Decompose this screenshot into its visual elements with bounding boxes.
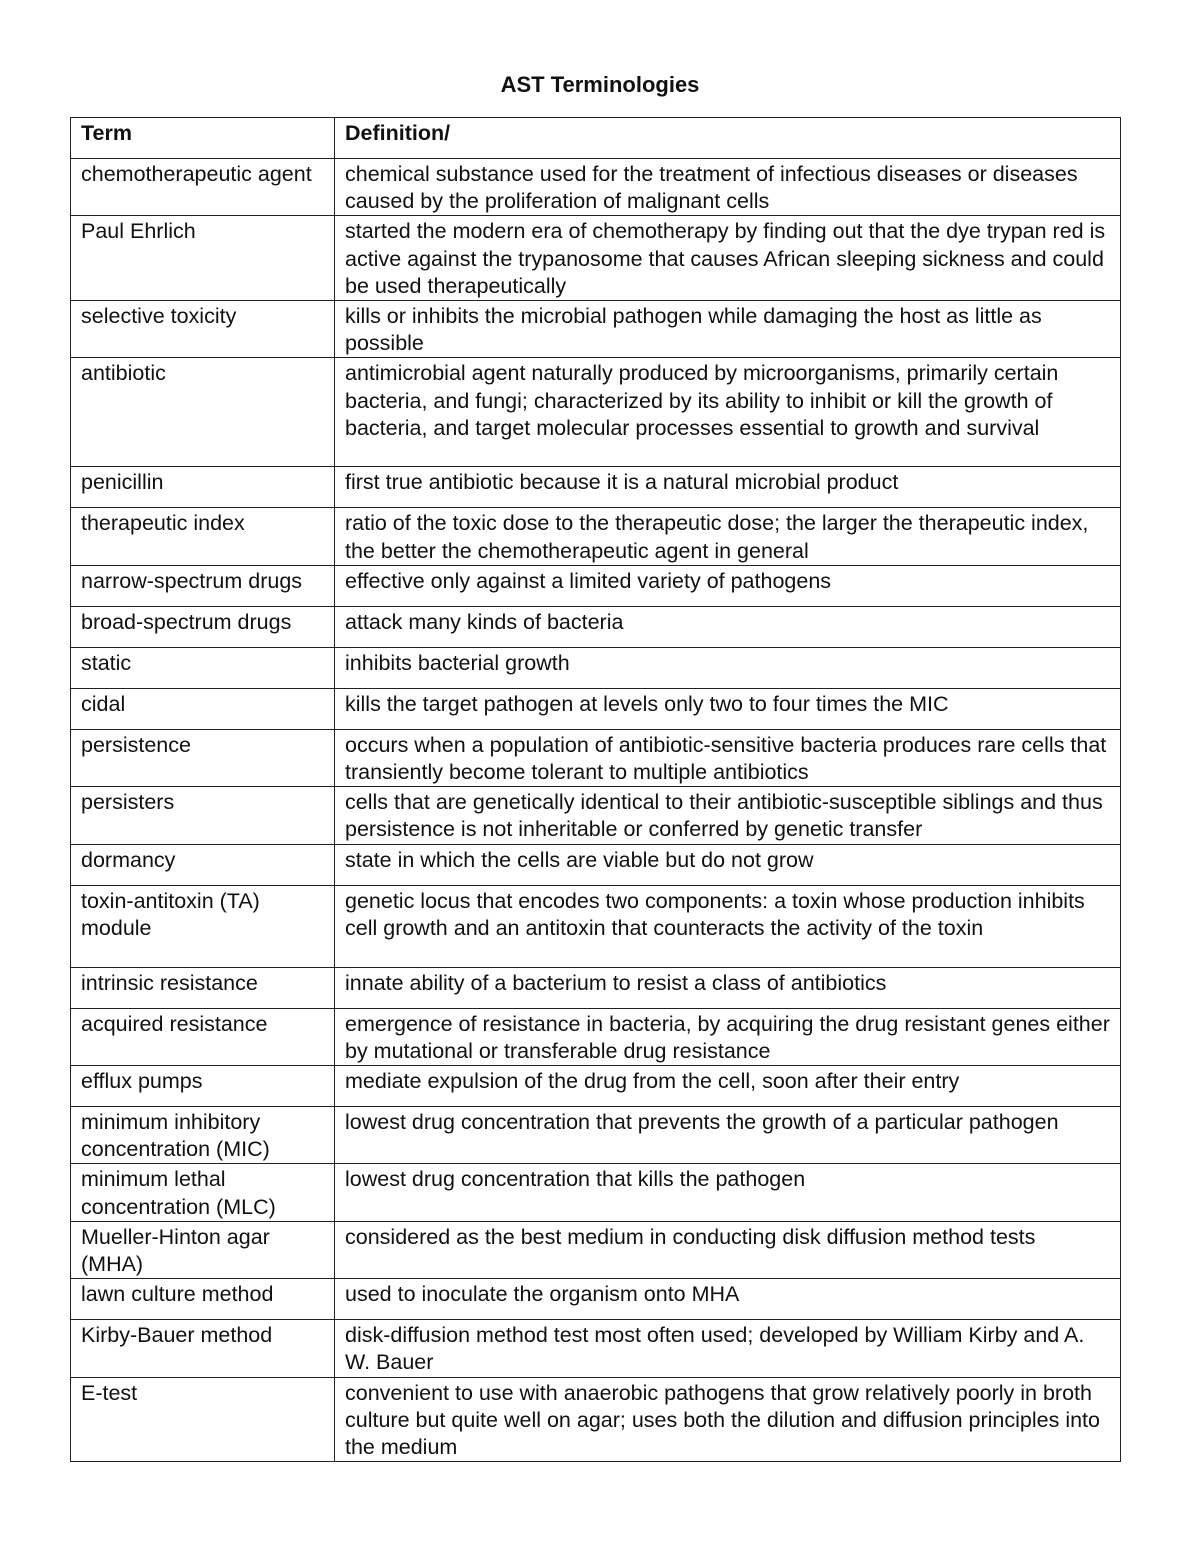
definition-cell: effective only against a limited variety of pathogens [335, 565, 1121, 606]
table-row [71, 1377, 1121, 1462]
definition-cell: disk-diffusion method test most often used; developed by William Kirby and A. W. Bauer [335, 1320, 1121, 1377]
definition-cell: used to inoculate the organism onto MHA [335, 1279, 1121, 1320]
table-row [71, 1164, 1121, 1221]
term-cell: antibiotic [71, 358, 335, 467]
term-cell: lawn culture method [71, 1279, 335, 1320]
term-cell: therapeutic index [71, 508, 335, 565]
definition-cell: innate ability of a bacterium to resist a class of antibiotics [335, 967, 1121, 1008]
definition-cell: considered as the best medium in conducting disk diffusion method tests [335, 1221, 1121, 1278]
table-row [71, 1066, 1121, 1107]
page-title: AST Terminologies [500, 72, 700, 97]
definition-cell: cells that are genetically identical to their antibiotic-susceptible siblings and thus persistence is not inheritable or conferred by genetic transfer [335, 787, 1121, 844]
term-cell: minimum inhibitory concentration (MIC) [71, 1107, 335, 1164]
header-term: Term [71, 118, 335, 159]
table-row [71, 647, 1121, 688]
table-row [71, 885, 1121, 967]
term-cell: persistence [71, 729, 335, 786]
table-row [71, 787, 1121, 844]
term-cell: broad-spectrum drugs [71, 606, 335, 647]
definition-cell: genetic locus that encodes two components: a toxin whose production inhibits cell growth and an antitoxin that counteracts the activity of the toxin [335, 885, 1121, 967]
term-cell: Kirby-Bauer method [71, 1320, 335, 1377]
table-row [71, 967, 1121, 1008]
definition-cell: mediate expulsion of the drug from the cell, soon after their entry [335, 1066, 1121, 1107]
definition-cell: lowest drug concentration that kills the pathogen [335, 1164, 1121, 1221]
definition-cell: kills or inhibits the microbial pathogen while damaging the host as little as possible [335, 301, 1121, 358]
definition-cell: chemical substance used for the treatment of infectious diseases or diseases caused by the proliferation of malignant cells [335, 159, 1121, 216]
definition-cell: attack many kinds of bacteria [335, 606, 1121, 647]
definition-cell: first true antibiotic because it is a natural microbial product [335, 467, 1121, 508]
definition-cell: state in which the cells are viable but do not grow [335, 844, 1121, 885]
term-cell: selective toxicity [71, 301, 335, 358]
table-row [71, 844, 1121, 885]
table-row [71, 1279, 1121, 1320]
table-row [71, 1107, 1121, 1164]
definition-cell: emergence of resistance in bacteria, by acquiring the drug resistant genes either by mutational or transferable drug resistance [335, 1008, 1121, 1065]
term-cell: chemotherapeutic agent [71, 159, 335, 216]
table-row [71, 301, 1121, 358]
term-cell: narrow-spectrum drugs [71, 565, 335, 606]
table-row [71, 565, 1121, 606]
definition-cell: kills the target pathogen at levels only two to four times the MIC [335, 688, 1121, 729]
table-row [71, 216, 1121, 301]
table-row [71, 688, 1121, 729]
table-row [71, 467, 1121, 508]
table-row [71, 1320, 1121, 1377]
term-cell: intrinsic resistance [71, 967, 335, 1008]
definition-cell: inhibits bacterial growth [335, 647, 1121, 688]
table-row [71, 159, 1121, 216]
term-cell: Mueller-Hinton agar (MHA) [71, 1221, 335, 1278]
definition-cell: occurs when a population of antibiotic-sensitive bacteria produces rare cells that transiently become tolerant to multiple antibiotics [335, 729, 1121, 786]
term-cell: toxin-antitoxin (TA) module [71, 885, 335, 967]
table-row [71, 606, 1121, 647]
table-body [71, 159, 1121, 1462]
table-row [71, 1008, 1121, 1065]
term-cell: minimum lethal concentration (MLC) [71, 1164, 335, 1221]
definition-cell: convenient to use with anaerobic pathogens that grow relatively poorly in broth culture but quite well on agar; uses both the dilution and diffusion principles into the medium [335, 1377, 1121, 1462]
table-row [71, 508, 1121, 565]
term-cell: cidal [71, 688, 335, 729]
terminology-table [70, 117, 1121, 1462]
term-cell: static [71, 647, 335, 688]
table-row [71, 729, 1121, 786]
definition-cell: started the modern era of chemotherapy by finding out that the dye trypan red is active against the trypanosome that causes African sleeping sickness and could be used therapeutically [335, 216, 1121, 301]
term-cell: persisters [71, 787, 335, 844]
definition-cell: ratio of the toxic dose to the therapeutic dose; the larger the therapeutic index, the better the chemotherapeutic agent in general [335, 508, 1121, 565]
definition-cell: antimicrobial agent naturally produced by microorganisms, primarily certain bacteria, and fungi; characterized by its ability to inhibit or kill the growth of bacteria, and target molecular processes essential to growth and survival [335, 358, 1121, 467]
header-definition: Definition/ [335, 118, 1121, 159]
definition-cell: lowest drug concentration that prevents the growth of a particular pathogen [335, 1107, 1121, 1164]
term-cell: dormancy [71, 844, 335, 885]
term-cell: acquired resistance [71, 1008, 335, 1065]
table-header-row [71, 118, 1121, 159]
table-row [71, 1221, 1121, 1278]
term-cell: E-test [71, 1377, 335, 1462]
term-cell: efflux pumps [71, 1066, 335, 1107]
table-row [71, 358, 1121, 467]
term-cell: Paul Ehrlich [71, 216, 335, 301]
term-cell: penicillin [71, 467, 335, 508]
